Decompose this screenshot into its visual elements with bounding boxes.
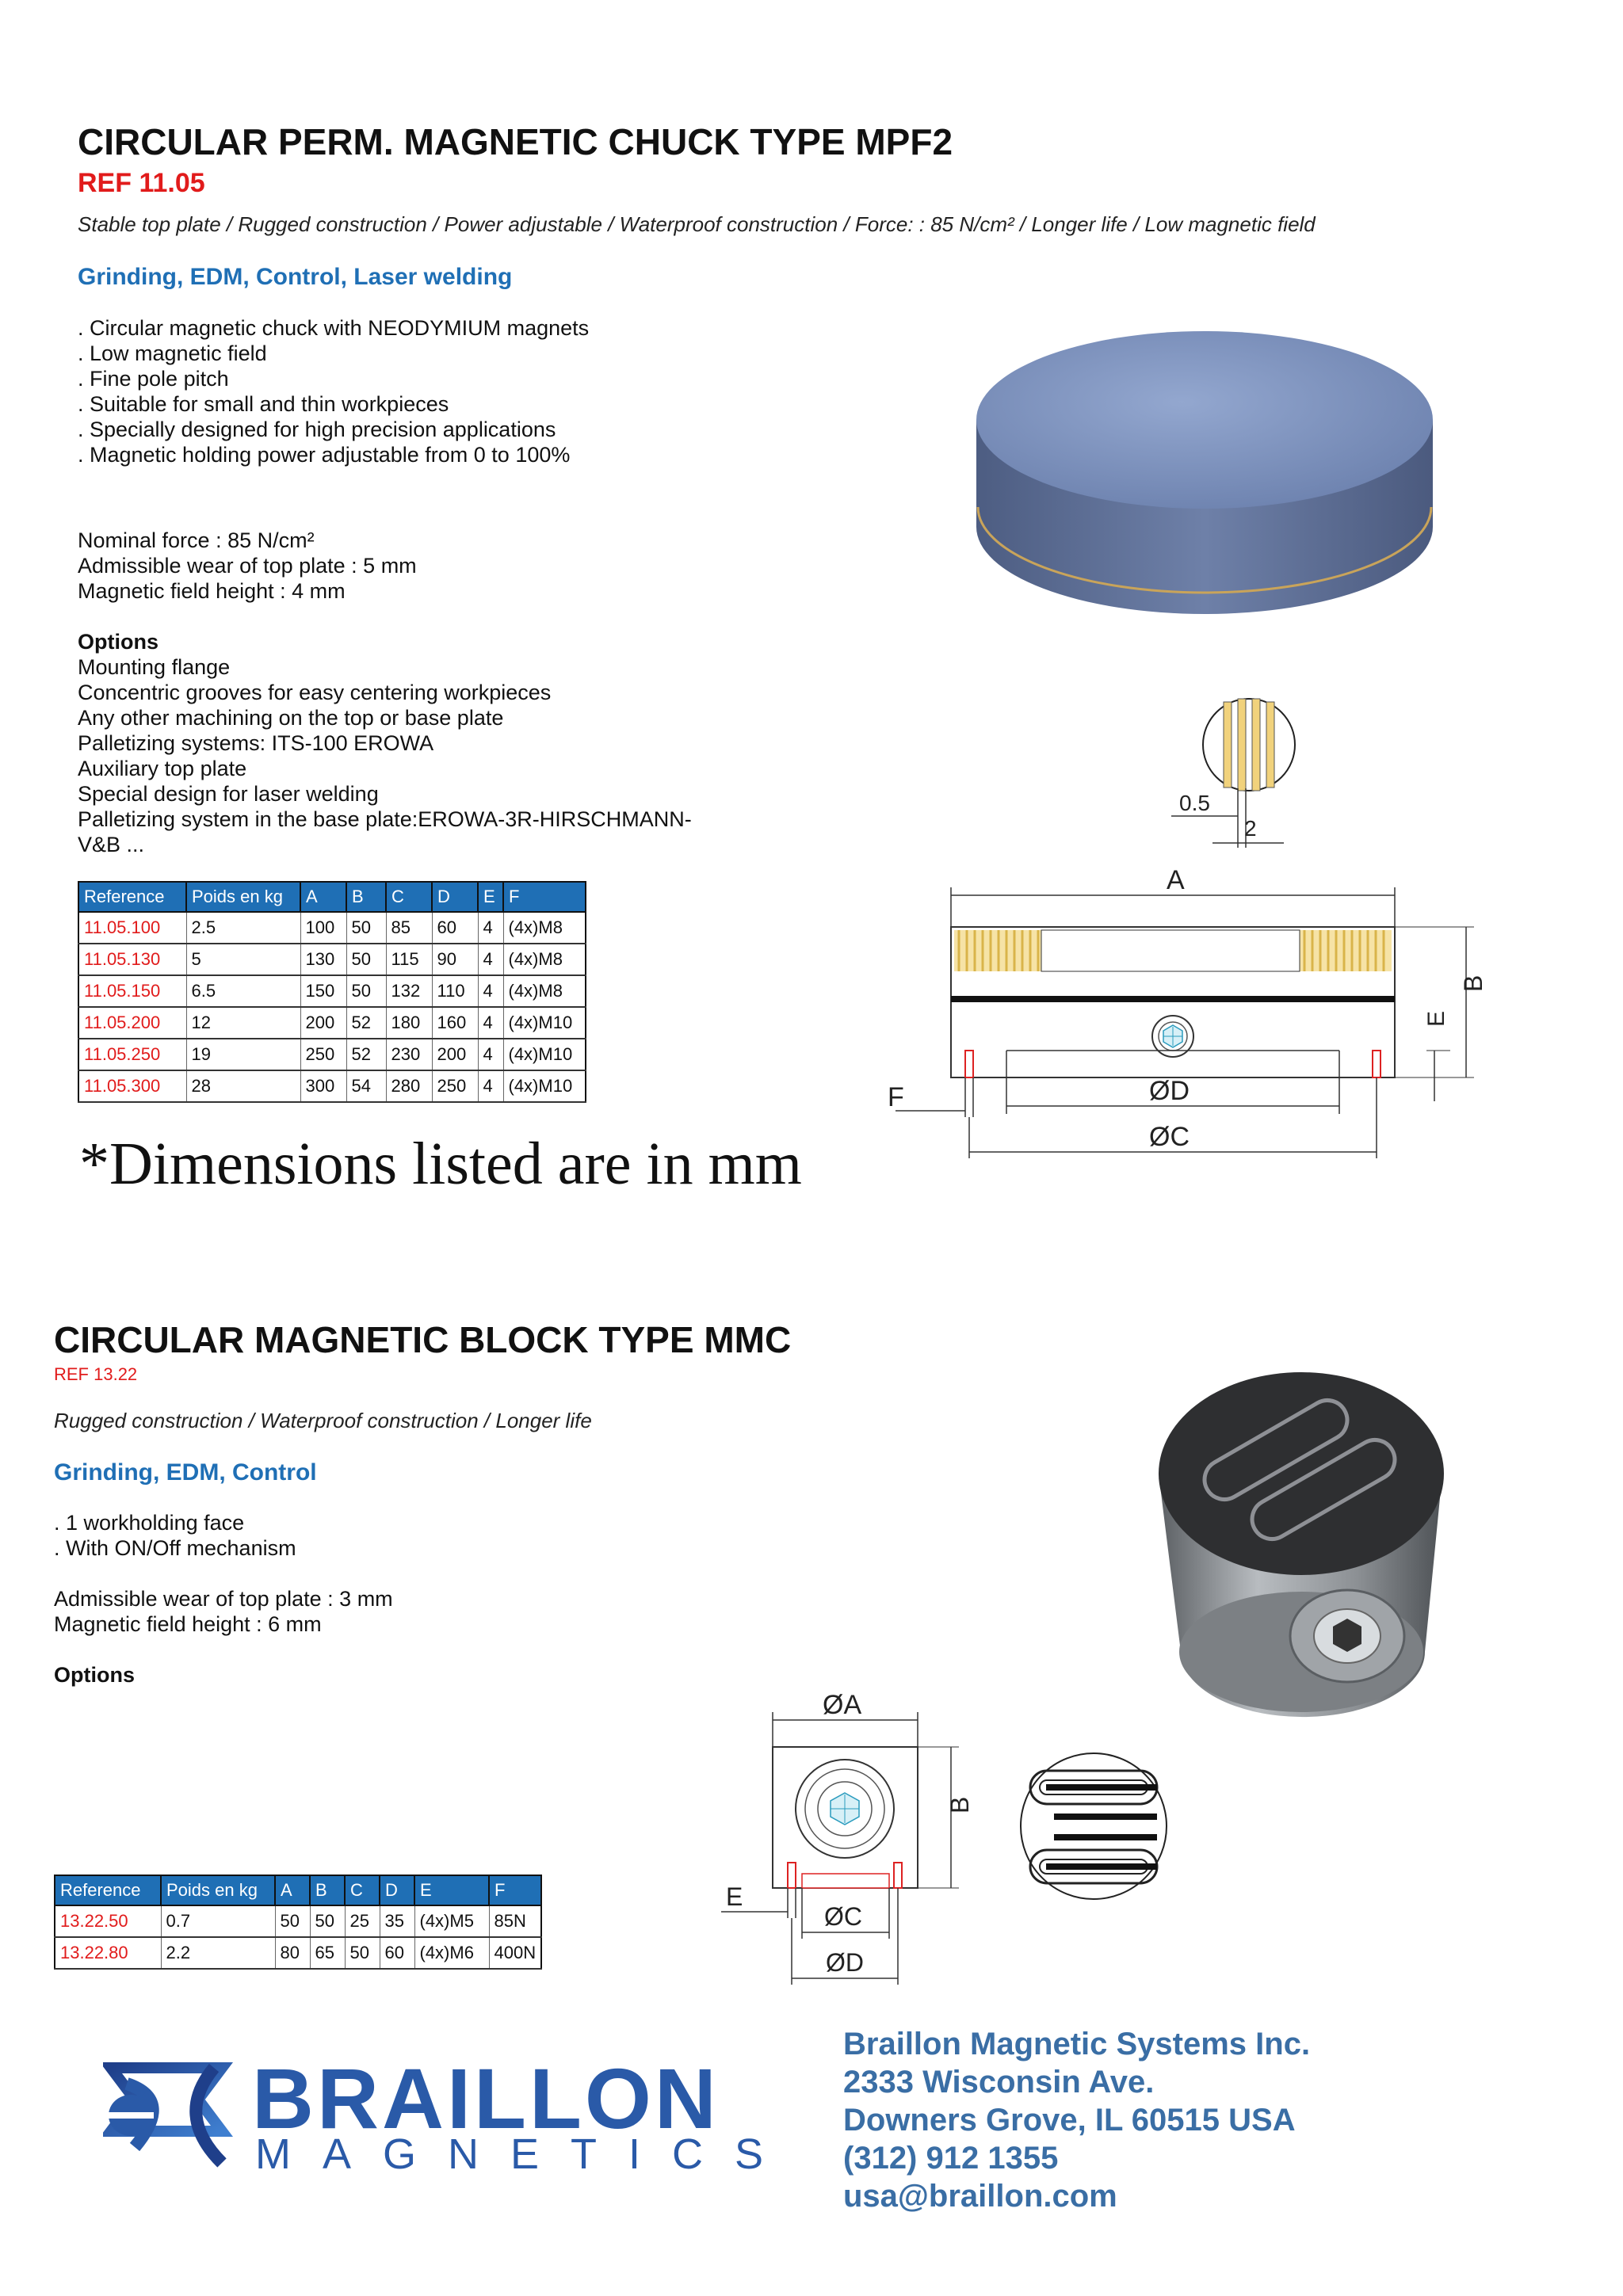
cell: 35 <box>380 1905 414 1937</box>
options-title: Options <box>78 630 158 654</box>
feature-item: . Fine pole pitch <box>78 367 229 391</box>
cell: 50 <box>346 944 386 975</box>
mmc-dim-a-label: ØA <box>823 1690 862 1720</box>
table-row <box>78 1070 586 1102</box>
option-item: Special design for laser welding <box>78 782 379 806</box>
mpf2-specs <box>78 528 417 604</box>
mmc-specs <box>54 1586 393 1637</box>
cell: 2.2 <box>161 1937 275 1969</box>
col-c: C <box>386 882 432 912</box>
contact-block <box>843 2025 1310 2215</box>
spec-item: Nominal force : 85 N/cm² <box>78 528 315 552</box>
cell: 300 <box>300 1070 346 1102</box>
cell: 200 <box>300 1007 346 1039</box>
option-item: Concentric grooves for easy centering workpieces <box>78 681 552 704</box>
table-row <box>78 1039 586 1070</box>
table-row <box>78 1007 586 1039</box>
dimensions-note: *Dimensions listed are in mm <box>79 1131 802 1197</box>
cell: 60 <box>380 1937 414 1969</box>
table-row <box>78 944 586 975</box>
col-f: F <box>489 1875 541 1905</box>
mmc-options <box>54 1662 135 1688</box>
phone-number: (312) 912 1355 <box>843 2141 1059 2176</box>
cell-ref: 11.05.300 <box>78 1070 186 1102</box>
logo-subword: MAGNETICS <box>255 2130 796 2178</box>
col-reference: Reference <box>78 882 186 912</box>
dim-a-label: A <box>1167 865 1185 895</box>
cell: (4x)M5 <box>414 1905 489 1937</box>
pitch-label-a: 0.5 <box>1179 791 1210 815</box>
cell: 4 <box>478 1070 503 1102</box>
cell: 6.5 <box>186 975 300 1007</box>
feature-item: . 1 workholding face <box>54 1511 245 1535</box>
pole-pitch-detail <box>1165 697 1316 856</box>
cell-ref: 11.05.130 <box>78 944 186 975</box>
mpf2-dimension-drawing <box>872 864 1490 1165</box>
pitch-label-b: 2 <box>1244 816 1257 841</box>
feature-item: . Magnetic holding power adjustable from 0 to 100% <box>78 443 571 467</box>
cell: (4x)M10 <box>503 1070 586 1102</box>
email-address[interactable]: usa@braillon.com <box>843 2179 1117 2214</box>
cell: (4x)M10 <box>503 1039 586 1070</box>
options-title: Options <box>54 1663 135 1687</box>
cell: 2.5 <box>186 912 300 944</box>
mmc-dim-e-label: E <box>726 1882 743 1911</box>
cell: 5 <box>186 944 300 975</box>
col-reference: Reference <box>55 1875 161 1905</box>
mmc-dim-b-label: B <box>945 1796 974 1814</box>
cell-ref: 13.22.50 <box>55 1905 161 1937</box>
col-b: B <box>310 1875 345 1905</box>
cell: 250 <box>300 1039 346 1070</box>
mpf2-options <box>78 629 692 857</box>
cell: 200 <box>432 1039 478 1070</box>
table-header-row <box>78 882 586 912</box>
cell: 150 <box>300 975 346 1007</box>
table-row <box>78 912 586 944</box>
feature-item: . Suitable for small and thin workpieces <box>78 392 449 416</box>
option-item: V&B ... <box>78 833 145 856</box>
col-weight: Poids en kg <box>186 882 300 912</box>
cell: 54 <box>346 1070 386 1102</box>
col-e: E <box>478 882 503 912</box>
cell: 250 <box>432 1070 478 1102</box>
cell: 90 <box>432 944 478 975</box>
mmc-dim-c-label: ØC <box>824 1902 862 1931</box>
cell: 115 <box>386 944 432 975</box>
cell: (4x)M6 <box>414 1937 489 1969</box>
pole-lines-left <box>954 930 1041 971</box>
cell: 85 <box>386 912 432 944</box>
cell: 110 <box>432 975 478 1007</box>
mmc-tagline: Rugged construction / Waterproof construction / Longer life <box>54 1409 592 1432</box>
cell: 52 <box>346 1039 386 1070</box>
spec-item: Magnetic field height : 4 mm <box>78 579 346 603</box>
mpf2-spec-table <box>78 881 586 1103</box>
cell: 80 <box>275 1937 310 1969</box>
spec-item: Admissible wear of top plate : 3 mm <box>54 1587 393 1611</box>
cell: 50 <box>310 1905 345 1937</box>
cell: 52 <box>346 1007 386 1039</box>
feature-item: . Specially designed for high precision applications <box>78 418 556 441</box>
mpf2-title: CIRCULAR PERM. MAGNETIC CHUCK TYPE MPF2 <box>78 121 953 162</box>
option-item: Auxiliary top plate <box>78 757 247 780</box>
table-row <box>55 1937 541 1969</box>
dim-e-label: E <box>1423 1010 1449 1027</box>
cell: 12 <box>186 1007 300 1039</box>
cell: 280 <box>386 1070 432 1102</box>
cell: 50 <box>346 975 386 1007</box>
mmc-block-photo <box>1149 1367 1450 1731</box>
cell: 50 <box>345 1937 380 1969</box>
cell: (4x)M8 <box>503 912 586 944</box>
mmc-spec-table <box>54 1875 542 1970</box>
logo-wordmark: BRAILLON <box>252 2050 720 2146</box>
dim-c-label: ØC <box>1149 1122 1190 1152</box>
mmc-applications: Grinding, EDM, Control <box>54 1459 317 1486</box>
cell: 25 <box>345 1905 380 1937</box>
option-item: Any other machining on the top or base plate <box>78 706 504 730</box>
col-d: D <box>432 882 478 912</box>
cell: (4x)M8 <box>503 944 586 975</box>
cell: (4x)M8 <box>503 975 586 1007</box>
company-name: Braillon Magnetic Systems Inc. <box>843 2027 1311 2061</box>
cell: 160 <box>432 1007 478 1039</box>
mpf2-features <box>78 315 589 467</box>
mmc-pole-face-detail <box>1021 1753 1167 1899</box>
col-e: E <box>414 1875 489 1905</box>
feature-item: . Low magnetic field <box>78 341 267 365</box>
cell: 28 <box>186 1070 300 1102</box>
cell: 180 <box>386 1007 432 1039</box>
cell: (4x)M10 <box>503 1007 586 1039</box>
feature-item: . Circular magnetic chuck with NEODYMIUM magnets <box>78 316 590 340</box>
cell: 19 <box>186 1039 300 1070</box>
spec-item: Magnetic field height : 6 mm <box>54 1612 322 1636</box>
cell: 50 <box>275 1905 310 1937</box>
col-weight: Poids en kg <box>161 1875 275 1905</box>
mmc-ref: REF 13.22 <box>54 1364 138 1384</box>
cell: 130 <box>300 944 346 975</box>
cell: 60 <box>432 912 478 944</box>
cell: 0.7 <box>161 1905 275 1937</box>
cell-ref: 11.05.200 <box>78 1007 186 1039</box>
cell: 4 <box>478 975 503 1007</box>
col-b: B <box>346 882 386 912</box>
option-item: Palletizing system in the base plate:EROWA-3R-HIRSCHMANN- <box>78 807 692 831</box>
col-d: D <box>380 1875 414 1905</box>
cell: 400N <box>489 1937 541 1969</box>
dim-b-label: B <box>1459 974 1487 992</box>
cell-ref: 11.05.100 <box>78 912 186 944</box>
col-a: A <box>300 882 346 912</box>
mpf2-tagline: Stable top plate / Rugged construction / Power adjustable / Waterproof construction / Force: : 85 N/cm² / Longer life / Low magnetic field <box>78 212 1316 236</box>
mpf2-applications: Grinding, EDM, Control, Laser welding <box>78 264 513 290</box>
city-address: Downers Grove, IL 60515 USA <box>843 2103 1296 2138</box>
cell: 85N <box>489 1905 541 1937</box>
cell: 50 <box>346 912 386 944</box>
mpf2-ref: REF 11.05 <box>78 168 205 198</box>
cell: 4 <box>478 912 503 944</box>
feature-item: . With ON/Off mechanism <box>54 1536 296 1560</box>
cell: 132 <box>386 975 432 1007</box>
braillon-logo-mark <box>103 2052 238 2171</box>
cell-ref: 11.05.150 <box>78 975 186 1007</box>
mmc-dim-d-label: ØD <box>826 1948 864 1977</box>
pole-lines-right <box>1300 930 1392 971</box>
street-address: 2333 Wisconsin Ave. <box>843 2065 1155 2100</box>
table-header-row <box>55 1875 541 1905</box>
cell: 230 <box>386 1039 432 1070</box>
cell: 100 <box>300 912 346 944</box>
dim-d-label: ØD <box>1149 1076 1190 1106</box>
cell: 4 <box>478 1039 503 1070</box>
table-row <box>78 975 586 1007</box>
dim-f-label: F <box>888 1082 904 1112</box>
mmc-dimension-drawing <box>713 1684 1220 2000</box>
mmc-title: CIRCULAR MAGNETIC BLOCK TYPE MMC <box>54 1319 792 1360</box>
table-row <box>55 1905 541 1937</box>
spec-item: Admissible wear of top plate : 5 mm <box>78 554 417 578</box>
mpf2-chuck-photo <box>967 317 1442 650</box>
cell-ref: 11.05.250 <box>78 1039 186 1070</box>
cell: 4 <box>478 944 503 975</box>
mmc-features <box>54 1510 296 1561</box>
cell: 4 <box>478 1007 503 1039</box>
cell-ref: 13.22.80 <box>55 1937 161 1969</box>
option-item: Mounting flange <box>78 655 231 679</box>
col-c: C <box>345 1875 380 1905</box>
cell: 65 <box>310 1937 345 1969</box>
col-a: A <box>275 1875 310 1905</box>
col-f: F <box>503 882 586 912</box>
option-item: Palletizing systems: ITS-100 EROWA <box>78 731 434 755</box>
